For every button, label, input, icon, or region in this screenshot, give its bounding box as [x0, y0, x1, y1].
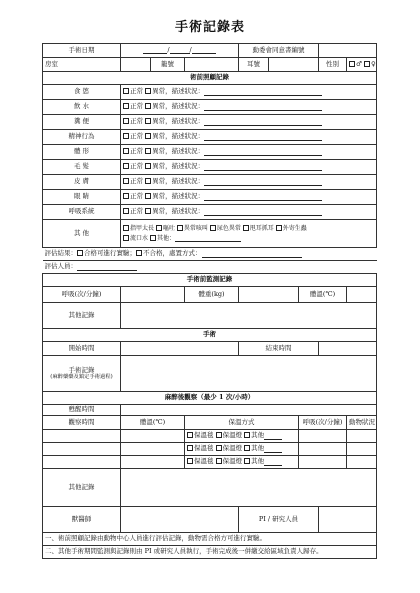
- check-options[interactable]: 正常 異常，描述狀況：: [121, 145, 377, 160]
- animal-status-header: 動物狀況: [347, 416, 377, 430]
- body-temp-header: 體溫(℃): [121, 416, 185, 430]
- check-item-label: 精神行為: [43, 130, 121, 145]
- vet-label: 獸醫師: [43, 507, 121, 533]
- check-item-label: 眼 睛: [43, 190, 121, 205]
- approval-no-field[interactable]: [319, 44, 377, 58]
- check-row-feces: [43, 115, 377, 130]
- surgery-section-header: 手術: [43, 329, 377, 342]
- cage-no-label: 籠號: [151, 58, 185, 72]
- eval-result[interactable]: 評估結果： 合格可進行實驗； 不合格，處置方式：: [43, 248, 377, 261]
- postop-section-header: 麻醉後觀察（最少 1 次/小時）: [43, 392, 377, 405]
- check-options[interactable]: 正常 異常，描述狀況：: [121, 175, 377, 190]
- start-time-label: 開始時間: [43, 342, 121, 356]
- cage-no-field[interactable]: [185, 58, 239, 72]
- check-options[interactable]: 正常 異常，描述狀況：: [121, 130, 377, 145]
- ear-no-label: 耳號: [239, 58, 269, 72]
- obs-row: [43, 456, 377, 469]
- other-record-field[interactable]: [121, 303, 377, 329]
- wake-time-label: 甦醒時間: [43, 405, 121, 416]
- check-row-other: [43, 220, 377, 248]
- sex-label: 性別: [319, 58, 347, 72]
- resp-field[interactable]: [121, 287, 185, 303]
- end-time-field[interactable]: [319, 342, 377, 356]
- check-options[interactable]: 正常 異常，描述狀況：: [121, 190, 377, 205]
- check-item-label: 飲 水: [43, 100, 121, 115]
- postop-other-record-field[interactable]: [121, 469, 377, 507]
- evaluator[interactable]: 評估人員：: [43, 261, 377, 274]
- ear-no-field[interactable]: [269, 58, 319, 72]
- preop-monitor-header: 手術前監測記錄: [43, 274, 377, 287]
- obs-row: [43, 443, 377, 456]
- sex-options[interactable]: ♂ ♀: [347, 58, 377, 72]
- check-row-appetite: [43, 85, 377, 100]
- resp2-header: 呼吸(次/分鐘): [299, 416, 347, 430]
- eval-result-row: [43, 248, 377, 261]
- warming-options[interactable]: 保溫毯 保溫燈 其他: [185, 456, 299, 469]
- surgery-date-field[interactable]: / /: [121, 44, 239, 58]
- check-row-eyes: [43, 190, 377, 205]
- pi-signature-field[interactable]: [319, 507, 377, 533]
- check-options[interactable]: 正常 異常，描述狀況：: [121, 160, 377, 175]
- check-row-respiratory: [43, 205, 377, 220]
- check-item-label: 體 形: [43, 145, 121, 160]
- check-row-skin: [43, 175, 377, 190]
- end-time-label: 結束時間: [239, 342, 319, 356]
- warming-options[interactable]: 保溫毯 保溫燈 其他: [185, 443, 299, 456]
- start-time-field[interactable]: [121, 342, 239, 356]
- check-row-body: [43, 145, 377, 160]
- form-table: [42, 43, 377, 559]
- check-item-label: 皮 膚: [43, 175, 121, 190]
- page-title: 手術記錄表: [174, 20, 245, 35]
- other-options[interactable]: 指甲太長 嘔吐 異常咳叫 尿色異常 甩耳抓耳 外寄生蟲 流口水 其他：: [121, 220, 377, 248]
- resp-label: 呼吸(次/分鐘): [43, 287, 121, 303]
- check-item-label: 食 慾: [43, 85, 121, 100]
- room-label: 房室: [43, 58, 121, 72]
- check-row-hair: [43, 160, 377, 175]
- surgery-record-field[interactable]: [121, 356, 377, 392]
- check-row-behavior: [43, 130, 377, 145]
- note-1: 一、術前照顧記錄由動物中心人員進行評估記錄，動物需合格方可進行實驗。: [43, 533, 377, 546]
- vet-signature-field[interactable]: [121, 507, 239, 533]
- room-field[interactable]: [121, 58, 151, 72]
- other-record-label: 其他記錄: [43, 303, 121, 329]
- weight-field[interactable]: [239, 287, 299, 303]
- check-options[interactable]: 正常 異常，描述狀況：: [121, 100, 377, 115]
- warming-header: 保溫方式: [185, 416, 299, 430]
- check-item-label: 其 他: [43, 220, 121, 248]
- pi-label: PI / 研究人員: [239, 507, 319, 533]
- surgery-date-label: 手術日期: [43, 44, 121, 58]
- temp-field[interactable]: [347, 287, 377, 303]
- check-item-label: 糞 便: [43, 115, 121, 130]
- check-row-water: [43, 100, 377, 115]
- check-options[interactable]: 正常 異常，描述狀況：: [121, 205, 377, 220]
- preop-section-header: 術前照顧記錄: [43, 72, 377, 85]
- approval-no-label: 動委會同意書編號: [239, 44, 319, 58]
- wake-time-field[interactable]: [121, 405, 377, 416]
- check-options[interactable]: 正常 異常，描述狀況：: [121, 85, 377, 100]
- check-item-label: 毛 髮: [43, 160, 121, 175]
- surgery-record-form: [42, 43, 376, 567]
- evaluator-row: [43, 261, 377, 274]
- check-options[interactable]: 正常 異常，描述狀況：: [121, 115, 377, 130]
- obs-row: [43, 430, 377, 443]
- surgery-record-label: 手術記錄 (麻醉藥藥及鎮定手術過程): [43, 356, 121, 392]
- obs-time-header: 觀察時間: [43, 416, 121, 430]
- check-item-label: 呼吸系統: [43, 205, 121, 220]
- temp-label: 體溫(℃): [299, 287, 347, 303]
- postop-other-record-label: 其他記錄: [43, 469, 121, 507]
- warming-options[interactable]: 保溫毯 保溫燈 其他: [185, 430, 299, 443]
- weight-label: 體重(kg): [185, 287, 239, 303]
- note-2: 二、其他手術期間監測與記錄則由 PI 或研究人員執行，手術完成後一併繳交給區域負責人歸存。: [43, 546, 377, 559]
